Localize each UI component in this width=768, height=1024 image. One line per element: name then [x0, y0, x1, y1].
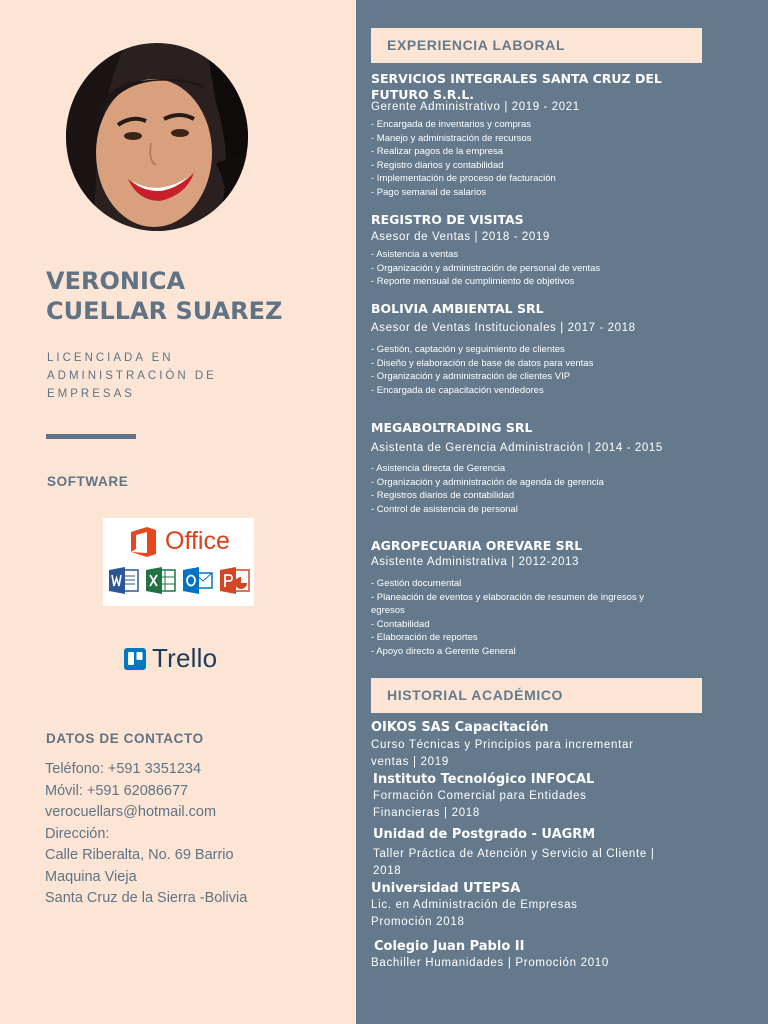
- job-task: - Realizar pagos de la empresa: [371, 146, 504, 158]
- job-task-list: [371, 343, 741, 397]
- education-entry: [371, 938, 731, 972]
- education-heading-band: [371, 678, 702, 713]
- job-task: - Encargada de capacitación vendedores: [371, 384, 544, 396]
- trello-icon: [124, 648, 146, 670]
- contact-address-label: Dirección:: [45, 825, 110, 842]
- education-detail-line-1: Bachiller Humanidades | Promoción 2010: [371, 957, 609, 969]
- job-task-list: [371, 248, 741, 289]
- education-institution: Colegio Juan Pablo II: [374, 939, 525, 954]
- job-entry: [371, 537, 741, 659]
- name-line-2: CUELLAR SUAREZ: [46, 297, 283, 325]
- profession-line-3: EMPRESAS: [47, 388, 135, 400]
- profile-photo: [66, 43, 248, 231]
- contact-mobile: Móvil: +591 62086677: [45, 782, 189, 799]
- section-divider: [46, 434, 136, 439]
- education-detail-line-1: Taller Práctica de Atención y Servicio al Cliente |: [373, 848, 655, 860]
- portrait-illustration: [66, 43, 248, 231]
- education-detail-line-1: Lic. en Administración de Empresas: [371, 899, 578, 911]
- excel-icon: [145, 567, 176, 594]
- job-task: - Organización y administración de agenda de gerencia: [371, 476, 604, 488]
- job-task: - Implementación de proceso de facturación: [371, 173, 556, 185]
- job-task: - Registro diarios y contabilidad: [371, 159, 504, 171]
- experience-heading: EXPERIENCIA LABORAL: [387, 37, 566, 53]
- education-detail-line-2: 2018: [373, 864, 402, 877]
- job-task-list: [371, 577, 741, 659]
- education-detail-line-1: Curso Técnicas y Principios para incrementar: [371, 739, 634, 751]
- education-institution: OIKOS SAS Capacitación: [371, 720, 549, 735]
- job-task: - Asistencia directa de Gerencia: [371, 463, 506, 474]
- education-heading: HISTORIAL ACADÉMICO: [387, 687, 564, 703]
- job-task: - Organización y administración de clientes VIP: [371, 371, 571, 383]
- education-detail-line-2: Financieras | 2018: [373, 806, 481, 819]
- job-task-list: [371, 462, 741, 516]
- contact-email[interactable]: verocuellars@hotmail.com: [45, 804, 217, 820]
- education-detail-line-1: Formación Comercial para Entidades: [373, 790, 587, 802]
- contact-details: [45, 759, 345, 910]
- job-entry: [371, 300, 741, 397]
- job-role: Asistenta de Gerencia Administración | 2014 - 2015: [371, 442, 663, 454]
- job-task: - Pago semanal de salarios: [371, 186, 487, 198]
- job-task: egresos: [371, 605, 405, 617]
- job-task: - Gestión, captación y seguimiento de clientes: [371, 344, 565, 355]
- job-company: BOLIVIA AMBIENTAL SRL: [371, 301, 544, 316]
- software-heading: SOFTWARE: [47, 474, 129, 489]
- education-institution: Universidad UTEPSA: [371, 881, 521, 896]
- office-logo-card: [103, 518, 254, 606]
- education-entry: [373, 771, 733, 821]
- office-apps-row: [108, 567, 250, 594]
- powerpoint-icon: [219, 567, 250, 594]
- job-task: - Planeación de eventos y elaboración de resumen de ingresos y: [371, 591, 645, 603]
- job-company: MEGABOLTRADING SRL: [371, 420, 533, 435]
- job-entry: [371, 419, 741, 516]
- job-company: AGROPECUARIA OREVARE SRL: [371, 538, 583, 553]
- job-task: - Registros diarios de contabilidad: [371, 490, 515, 502]
- candidate-name: [46, 266, 346, 326]
- trello-label: Trello: [152, 643, 218, 673]
- education-institution: Instituto Tecnológico INFOCAL: [373, 772, 595, 787]
- contact-address-line-1: Calle Riberalta, No. 69 Barrio: [45, 847, 234, 863]
- job-role: Asistente Administrativa | 2012-2013: [371, 556, 580, 568]
- job-task: - Organización y administración de personal de ventas: [371, 262, 601, 274]
- job-company-line-1: SERVICIOS INTEGRALES SANTA CRUZ DEL: [371, 71, 662, 86]
- education-detail-line-2: Promoción 2018: [371, 915, 465, 928]
- job-entry: [371, 211, 741, 289]
- contact-heading: DATOS DE CONTACTO: [46, 731, 204, 746]
- experience-heading-band: [371, 28, 702, 63]
- job-task: - Elaboración de reportes: [371, 632, 478, 644]
- job-role: Asesor de Ventas | 2018 - 2019: [371, 231, 550, 243]
- profession-line-1: LICENCIADA EN: [47, 352, 174, 364]
- job-task: - Reporte mensual de cumplimiento de objetivos: [371, 276, 575, 288]
- outlook-icon: [182, 567, 213, 594]
- trello-logo: [124, 643, 217, 674]
- job-task: - Gestión documental: [371, 578, 462, 589]
- office-label: Office: [165, 527, 230, 555]
- job-task: - Apoyo directo a Gerente General: [371, 645, 516, 657]
- job-task: - Contabilidad: [371, 618, 430, 630]
- contact-address-line-3: Santa Cruz de la Sierra -Bolivia: [45, 890, 248, 906]
- education-entry: [371, 880, 731, 930]
- job-role: Gerente Administrativo | 2019 - 2021: [371, 101, 580, 113]
- profession-line-2: ADMINISTRACIÓN DE: [47, 370, 217, 382]
- profession-title: [47, 349, 327, 403]
- job-task: - Asistencia a ventas: [371, 249, 459, 260]
- contact-phone: Teléfono: +591 3351234: [45, 761, 202, 777]
- office-icon: [129, 526, 159, 558]
- education-entry: [371, 719, 731, 770]
- job-company-line-2: FUTURO S.R.L.: [371, 87, 475, 102]
- education-detail-line-2: ventas | 2019: [371, 755, 449, 768]
- job-task: - Diseño y elaboración de base de datos para ventas: [371, 357, 594, 369]
- job-task: - Control de asistencia de personal: [371, 503, 518, 515]
- job-task: - Encargada de inventarios y compras: [371, 119, 531, 130]
- name-line-1: VERONICA: [46, 267, 186, 295]
- education-institution: Unidad de Postgrado - UAGRM: [373, 827, 596, 842]
- contact-address-line-2: Maquina Vieja: [45, 868, 137, 885]
- job-task-list: [371, 118, 741, 200]
- education-entry: [373, 826, 733, 879]
- job-task: - Manejo y administración de recursos: [371, 132, 532, 144]
- job-role: Asesor de Ventas Institucionales | 2017 - 2018: [371, 322, 636, 334]
- job-entry: [371, 70, 741, 200]
- job-company: REGISTRO DE VISITAS: [371, 212, 524, 227]
- word-icon: [108, 567, 139, 594]
